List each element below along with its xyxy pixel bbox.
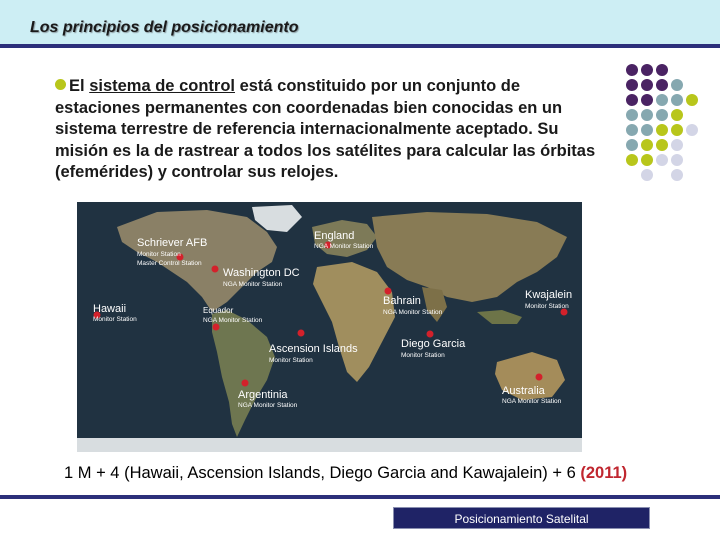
station-sublabel: Monitor Station xyxy=(137,251,181,258)
station-label: Australia xyxy=(502,385,545,397)
station-sublabel: Monitor Station xyxy=(525,303,569,310)
grid-dot xyxy=(671,169,683,181)
bullet-text-pre: El xyxy=(69,77,90,95)
landmass-antarctica xyxy=(77,438,582,452)
grid-dot xyxy=(671,154,683,166)
station-sublabel: Master Control Station xyxy=(137,260,202,267)
station-label: Kwajalein xyxy=(525,289,573,301)
caption-text: 1 M + 4 (Hawaii, Ascension Islands, Diego Garcia and Kawajalein) + 6 xyxy=(64,464,576,482)
grid-dot xyxy=(626,109,638,121)
title-divider xyxy=(0,44,720,48)
station-sublabel: NGA Monitor Station xyxy=(314,243,374,250)
station-label: Washington DC xyxy=(223,267,300,279)
station-sublabel: Monitor Station xyxy=(269,357,313,364)
bullet-text-post: está constituido por un conjunto de estaciones permanentes con coordenadas bien conocidas en un sistema terrestre de referencia internacionalmente aceptado. Su misión es la de rastrear a todos los satélites para calcular las órbitas (efemérides) y controlar sus relojes. xyxy=(55,77,596,181)
station-dot xyxy=(212,266,219,273)
grid-dot xyxy=(671,109,683,121)
grid-dot xyxy=(656,124,668,136)
bullet-dot-icon xyxy=(55,79,66,90)
station-sublabel: Monitor Station xyxy=(93,316,137,323)
station-label: Equador xyxy=(203,306,234,315)
station-sublabel: NGA Monitor Station xyxy=(502,398,562,405)
grid-dot xyxy=(641,109,653,121)
station-dot xyxy=(385,288,392,295)
grid-dot xyxy=(656,64,668,76)
station-dot xyxy=(242,380,249,387)
station-label: Hawaii xyxy=(93,303,127,315)
grid-dot xyxy=(641,124,653,136)
grid-dot xyxy=(656,139,668,151)
footer-divider xyxy=(0,495,720,499)
grid-dot xyxy=(641,94,653,106)
station-dot xyxy=(298,330,305,337)
grid-dot xyxy=(671,79,683,91)
grid-dot xyxy=(656,79,668,91)
station-label: Schriever AFB xyxy=(137,237,208,249)
grid-dot xyxy=(686,124,698,136)
grid-dot xyxy=(641,139,653,151)
grid-dot xyxy=(671,94,683,106)
grid-dot xyxy=(671,139,683,151)
station-label: Diego Garcia xyxy=(401,338,466,350)
grid-dot xyxy=(626,139,638,151)
footer-label: Posicionamiento Satelital xyxy=(393,507,650,529)
grid-dot xyxy=(656,154,668,166)
grid-dot xyxy=(626,124,638,136)
grid-dot xyxy=(641,64,653,76)
station-sublabel: NGA Monitor Station xyxy=(203,317,263,324)
caption-year: (2011) xyxy=(580,464,628,482)
grid-dot xyxy=(671,124,683,136)
grid-dot xyxy=(686,94,698,106)
grid-dot xyxy=(641,79,653,91)
station-dot xyxy=(536,374,543,381)
grid-dot xyxy=(626,94,638,106)
station-label: Bahrain xyxy=(383,295,421,307)
station-label: Ascension Islands xyxy=(269,343,358,355)
grid-dot xyxy=(626,79,638,91)
grid-dot xyxy=(641,169,653,181)
map-caption xyxy=(64,464,627,483)
station-dot xyxy=(213,324,220,331)
grid-dot xyxy=(656,109,668,121)
station-sublabel: NGA Monitor Station xyxy=(383,309,443,316)
station-label: Argentinia xyxy=(238,389,288,401)
station-sublabel: Monitor Station xyxy=(401,352,445,359)
station-sublabel: NGA Monitor Station xyxy=(238,402,298,409)
grid-dot xyxy=(626,64,638,76)
bullet-text-underlined: sistema de control xyxy=(89,77,235,95)
station-sublabel: NGA Monitor Station xyxy=(223,281,283,288)
world-map xyxy=(77,202,582,452)
station-label: England xyxy=(314,230,355,242)
decorative-dot-grid xyxy=(620,62,710,182)
grid-dot xyxy=(656,94,668,106)
grid-dot xyxy=(641,154,653,166)
grid-dot xyxy=(626,154,638,166)
page-title: Los principios del posicionamiento xyxy=(30,19,299,36)
bullet-paragraph xyxy=(55,76,600,184)
station-dot xyxy=(427,331,434,338)
